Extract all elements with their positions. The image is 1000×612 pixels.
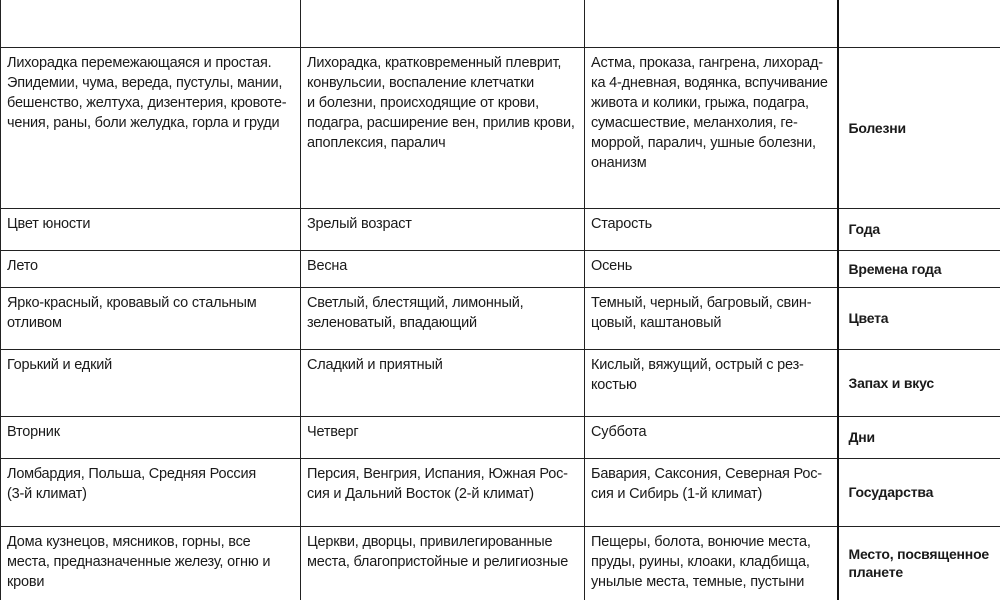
table-row (1, 526, 1000, 600)
column-1-cell: Лихорадка перемежающаяся и простая. Эпидемии, чума, вереда, пустулы, мании, бешенство, желтуха, дизентерия, кровоте- чения, раны, боли желудка, горла и груди (1, 47, 301, 208)
column-1-cell: Ярко-красный, кровавый со стальным отливом (1, 287, 301, 349)
column-3-cell: Бавария, Саксония, Северная Рос- сия и Сибирь (1-й климат) (585, 458, 838, 526)
table-row (1, 458, 1000, 526)
column-1-cell: Горький и едкий (1, 349, 301, 416)
column-3-cell: Осень (585, 250, 838, 287)
table-row (1, 416, 1000, 458)
column-3-cell: Темный, черный, багровый, свин- цовый, каштановый (585, 287, 838, 349)
column-1-cell: Лето (1, 250, 301, 287)
row-label: Дни (838, 416, 1000, 458)
row-label: Болезни (838, 47, 1000, 208)
column-2-cell: Весна (301, 250, 585, 287)
column-2-cell: Четверг (301, 416, 585, 458)
column-1-cell: Дома кузнецов, мясников, горны, все места, предназначенные железу, огню и крови (1, 526, 301, 600)
column-3-cell: Кислый, вяжущий, острый с рез- костью (585, 349, 838, 416)
row-label: Цвета (838, 287, 1000, 349)
column-2-cell: Светлый, блестящий, лимонный, зеленоватый, впадающий (301, 287, 585, 349)
column-2-cell (301, 0, 585, 47)
row-label: Времена года (838, 250, 1000, 287)
column-3-cell: Пещеры, болота, вонючие места, пруды, руины, клоаки, кладбища, унылые места, темные, пустыни (585, 526, 838, 600)
row-label (838, 0, 1000, 47)
table-row (1, 47, 1000, 208)
column-3-cell: Астма, проказа, гангрена, лихорад- ка 4-дневная, водянка, вспучивание живота и колики, грыжа, подагра, сумасшествие, меланхолия, ге- моррой, паралич, ушные болезни, онанизм (585, 47, 838, 208)
table-row (1, 0, 1000, 47)
column-2-cell: Персия, Венгрия, Испания, Южная Рос- сия и Дальний Восток (2-й климат) (301, 458, 585, 526)
table-row (1, 250, 1000, 287)
column-2-cell: Сладкий и приятный (301, 349, 585, 416)
column-1-cell: Ломбардия, Польша, Средняя Россия (3-й климат) (1, 458, 301, 526)
row-label: Место, посвященное планете (848, 546, 990, 581)
column-2-cell: Зрелый возраст (301, 208, 585, 250)
column-1-cell (1, 0, 301, 47)
row-label: Государства (838, 458, 1000, 526)
table-row (1, 349, 1000, 416)
row-label: Запах и вкус (838, 349, 1000, 416)
column-3-cell: Суббота (585, 416, 838, 458)
column-3-cell: Старость (585, 208, 838, 250)
column-3-cell (585, 0, 838, 47)
column-1-cell: Цвет юности (1, 208, 301, 250)
column-1-cell: Вторник (1, 416, 301, 458)
table-row (1, 287, 1000, 349)
table-row (1, 208, 1000, 250)
column-2-cell: Лихорадка, кратковременный плеврит, конвульсии, воспаление клетчатки и болезни, происходящие от крови, подагра, расширение вен, прилив крови, апоплексия, паралич (301, 47, 585, 208)
column-2-cell: Церкви, дворцы, привилегированные места, благопристойные и религиозные (301, 526, 585, 600)
row-label: Года (838, 208, 1000, 250)
